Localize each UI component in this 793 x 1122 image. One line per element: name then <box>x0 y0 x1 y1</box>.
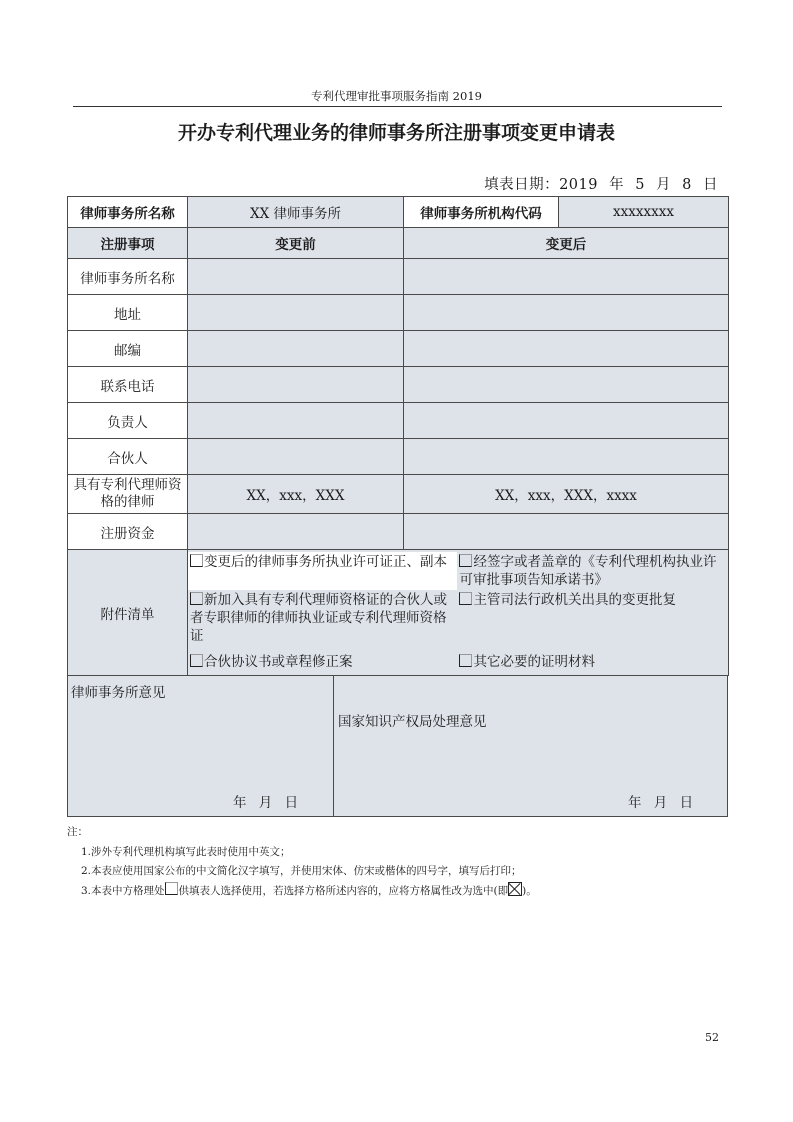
row-label: 具有专利代理师资格的律师 <box>68 475 188 514</box>
fill-date-day[interactable]: 8 <box>682 177 692 193</box>
checkbox-icon[interactable] <box>459 554 472 567</box>
table-row <box>68 259 729 295</box>
row-label: 负责人 <box>68 403 188 439</box>
attachment-item[interactable]: 新加入具有专利代理师资格证的合伙人或者专职律师的律师执业证或专利代理师资格证 <box>190 591 447 644</box>
empty-checkbox-icon <box>165 882 178 895</box>
fill-date-year-unit: 年 <box>609 177 625 193</box>
attachment-item[interactable]: 其它必要的证明材料 <box>457 652 728 674</box>
before-cell[interactable] <box>188 403 404 439</box>
firm-opinion-label: 律师事务所意见 <box>71 685 166 701</box>
after-cell[interactable] <box>404 331 729 367</box>
before-cell[interactable] <box>188 367 404 403</box>
checkbox-icon[interactable] <box>459 592 472 605</box>
cnipa-opinion-label: 国家知识产权局处理意见 <box>338 714 487 730</box>
attachments-label: 附件清单 <box>68 550 188 676</box>
change-application-form <box>67 196 729 676</box>
firm-name-value[interactable]: XX 律师事务所 <box>188 197 404 228</box>
checkbox-icon[interactable] <box>459 654 472 667</box>
row-label: 律师事务所名称 <box>68 259 188 295</box>
after-cell[interactable] <box>404 295 729 331</box>
checked-box-icon <box>508 882 522 896</box>
table-row <box>68 439 729 475</box>
note-item: 2.本表应使用国家公布的中文简化汉字填写，并使用宋体、仿宋或楷体的四号字，填写后打印； <box>81 865 522 877</box>
note-item: 1.涉外专利代理机构填写此表时使用中英文； <box>81 845 291 858</box>
row-label: 合伙人 <box>68 439 188 475</box>
column-header-row <box>68 228 729 259</box>
attachment-item[interactable]: 合伙协议书或章程修正案 <box>188 652 457 674</box>
after-cell[interactable] <box>404 259 729 295</box>
row-label: 注册资金 <box>68 514 188 550</box>
fill-date-label: 填表日期：2019 <box>484 177 598 193</box>
table-row <box>68 475 729 514</box>
firm-info-row <box>68 197 729 228</box>
attachment-item[interactable]: 变更后的律师事务所执业许可证正、副本 <box>188 552 457 590</box>
after-cell[interactable] <box>404 439 729 475</box>
attachment-item[interactable]: 经签字或者盖章的《专利代理机构执业许可审批事项告知承诺书》 <box>459 553 717 588</box>
after-cell[interactable]: XX，xxx，XXX，xxxx <box>404 475 729 514</box>
attachment-item[interactable]: 主管司法行政机关出具的变更批复 <box>457 590 728 652</box>
checkbox-icon[interactable] <box>190 654 203 667</box>
after-cell[interactable] <box>404 514 729 550</box>
page-number: 52 <box>705 1031 719 1044</box>
before-cell[interactable] <box>188 331 404 367</box>
running-header: 专利代理审批事项服务指南 2019 <box>311 89 482 103</box>
attachments-list <box>188 550 729 676</box>
firm-name-label: 律师事务所名称 <box>68 197 188 228</box>
row-label: 地址 <box>68 295 188 331</box>
fill-date-month-unit: 月 <box>656 177 672 193</box>
firm-opinion-date: 年 月 日 <box>233 795 299 811</box>
before-cell[interactable]: XX，xxx，XXX <box>188 475 404 514</box>
cnipa-opinion-date: 年 月 日 <box>628 795 694 811</box>
row-label: 联系电话 <box>68 367 188 403</box>
fill-date-day-unit: 日 <box>703 177 718 193</box>
table-row <box>68 514 729 550</box>
table-row <box>68 331 729 367</box>
checkbox-icon[interactable] <box>190 592 203 605</box>
header-rule <box>73 106 722 107</box>
col-item-header: 注册事项 <box>68 228 188 259</box>
checkbox-icon[interactable] <box>190 554 203 567</box>
table-row <box>68 295 729 331</box>
after-cell[interactable] <box>404 367 729 403</box>
attachments-row <box>68 550 729 676</box>
before-cell[interactable] <box>188 439 404 475</box>
table-row <box>68 403 729 439</box>
page-title: 开办专利代理业务的律师事务所注册事项变更申请表 <box>177 122 615 144</box>
before-cell[interactable] <box>188 514 404 550</box>
attachments-grid <box>188 552 728 674</box>
before-cell[interactable] <box>188 295 404 331</box>
notes <box>67 823 537 901</box>
notes-heading: 注： <box>67 826 88 838</box>
after-cell[interactable] <box>404 403 729 439</box>
row-label: 邮编 <box>68 331 188 367</box>
before-cell[interactable] <box>188 259 404 295</box>
table-row <box>68 367 729 403</box>
col-after-header: 变更后 <box>404 228 729 259</box>
col-before-header: 变更前 <box>188 228 404 259</box>
fill-date-month[interactable]: 5 <box>635 177 645 193</box>
note-item: 3.本表中方格理处 供填表人选择使用，若选择方格所述内容的，应将方格属性改为选中(即 )。 <box>67 882 537 902</box>
firm-code-value[interactable]: xxxxxxxx <box>559 197 729 228</box>
firm-code-label: 律师事务所机构代码 <box>404 197 559 228</box>
fill-date <box>478 173 718 194</box>
